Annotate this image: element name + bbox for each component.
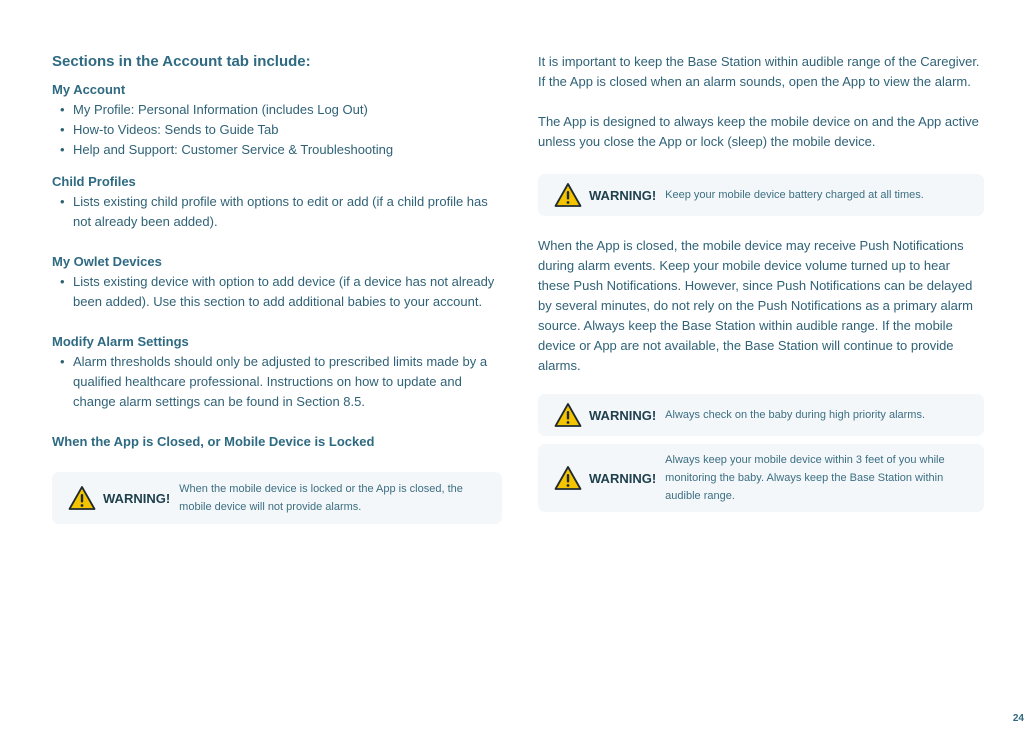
my-account-title: My Account bbox=[52, 82, 126, 97]
warning-box bbox=[538, 174, 984, 216]
my-owlet-devices-title: My Owlet Devices bbox=[52, 254, 162, 269]
list-item: • How-to Videos: Sends to Guide Tab bbox=[60, 122, 279, 137]
warning-label: WARNING! bbox=[103, 490, 171, 506]
modify-alarm-settings-list bbox=[52, 352, 502, 412]
warning-text: Always keep your mobile device within 3 feet of you while monitoring the baby. Always keep the Base Station within audible range. bbox=[665, 454, 945, 502]
right-column bbox=[538, 52, 984, 512]
list-item: • Lists existing device with option to add device (if a device has not already been added). Use this section to add additional babies to your account. bbox=[60, 274, 495, 309]
warning-icon bbox=[554, 402, 582, 428]
paragraph: When the App is closed, the mobile device may receive Push Notifications during alarm events. Keep your mobile device volume turned up to hear these Push Notifications. However, since Push Notifications can be delayed by several minutes, do not rely on the Push Notifications as a primary alarm source. Always keep the Base Station within audible range. If the mobile device or App are not available, the Base Station will continue to provide alarms. bbox=[538, 238, 973, 373]
paragraph: The App is designed to always keep the mobile device on and the App active unless you close the App or lock (sleep) the mobile device. bbox=[538, 114, 979, 149]
warning-icon bbox=[68, 485, 96, 511]
warning-icon bbox=[554, 465, 582, 491]
warning-label: WARNING! bbox=[589, 187, 657, 203]
list-item: • Lists existing child profile with options to edit or add (if a child profile has not already been added). bbox=[60, 194, 488, 229]
warning-text: Always check on the baby during high priority alarms. bbox=[665, 409, 926, 421]
warning-box bbox=[52, 472, 502, 524]
child-profiles-title: Child Profiles bbox=[52, 174, 136, 189]
page-number: 24 bbox=[1012, 713, 1024, 724]
my-account-list bbox=[52, 100, 502, 160]
list-item: • My Profile: Personal Information (includes Log Out) bbox=[60, 102, 368, 117]
paragraph: It is important to keep the Base Station within audible range of the Caregiver. If the App is closed when an alarm sounds, open the App to view the alarm. bbox=[538, 54, 980, 89]
list-item: • Help and Support: Customer Service & Troubleshooting bbox=[60, 142, 394, 157]
warning-box bbox=[538, 444, 984, 512]
my-owlet-devices-list bbox=[52, 272, 502, 312]
left-column bbox=[52, 52, 502, 524]
app-closed-title: When the App is Closed, or Mobile Device is Locked bbox=[52, 434, 375, 449]
warning-label: WARNING! bbox=[589, 470, 657, 486]
warning-label: WARNING! bbox=[589, 407, 657, 423]
child-profiles-list bbox=[52, 192, 502, 232]
warning-icon bbox=[554, 182, 582, 208]
warning-text: Keep your mobile device battery charged at all times. bbox=[665, 189, 924, 201]
list-item: • Alarm thresholds should only be adjusted to prescribed limits made by a qualified healthcare professional. Instructions on how to update and change alarm settings can be found in Section 8.5. bbox=[60, 354, 488, 409]
modify-alarm-settings-title: Modify Alarm Settings bbox=[52, 334, 189, 349]
warning-text: When the mobile device is locked or the App is closed, the mobile device will not provide alarms. bbox=[179, 483, 463, 513]
section-heading: Sections in the Account tab include: bbox=[52, 53, 311, 70]
warning-box bbox=[538, 394, 984, 436]
